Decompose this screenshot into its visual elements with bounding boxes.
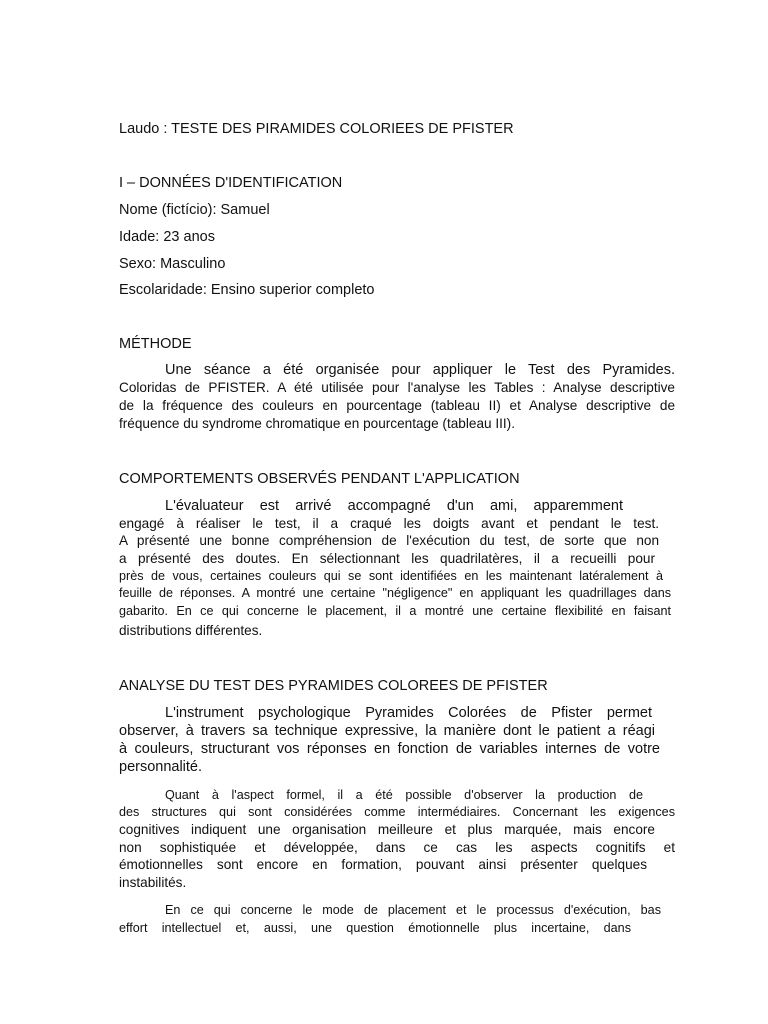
methode-line: de la fréquence des couleurs en pourcentage (tableau II) et Analyse descriptive de [119, 398, 675, 413]
comportements-line: gabarito. En ce qui concerne le placement, il a montré une certaine flexibilité en faisant [119, 604, 671, 618]
analyse-p3-line: En ce qui concerne le mode de placement et le processus d'exécution, bas [165, 903, 661, 917]
analyse-p2-line: émotionnelles sont encore en formation, pouvant ainsi présenter quelques [119, 857, 647, 872]
analyse-p3-line: effort intellectuel et, aussi, une question émotionnelle plus incertaine, dans [119, 921, 631, 935]
comportements-line: près de vous, certaines couleurs qui se sont identifiées en les maintenant latéralement à [119, 569, 663, 583]
comportements-line: feuille de réponses. A montré une certaine "négligence" en appliquant les quadrillages dans [119, 586, 671, 600]
identification-name: Nome (fictício): Samuel [119, 202, 270, 218]
analyse-p2-line: Quant à l'aspect formel, il a été possible d'observer la production de [165, 788, 643, 802]
comportements-line: distributions différentes. [119, 623, 263, 638]
comportements-line: engagé à réaliser le test, il a craqué les doigts avant et pendant le test. [119, 516, 659, 531]
analyse-p2-line: cognitives indiquent une organisation meilleure et plus marquée, mais encore [119, 822, 655, 837]
section-heading-analyse: ANALYSE DU TEST DES PYRAMIDES COLOREES DE PFISTER [119, 678, 548, 694]
analyse-p2-line: instabilités. [119, 875, 187, 890]
identification-schooling: Escolaridade: Ensino superior completo [119, 282, 375, 298]
methode-line: Une séance a été organisée pour appliquer le Test des Pyramides. [165, 362, 675, 378]
document-title: Laudo : TESTE DES PIRAMIDES COLORIEES DE PFISTER [119, 121, 514, 137]
analyse-p2-line: non sophistiquée et développée, dans ce cas les aspects cognitifs et [119, 840, 675, 855]
methode-line: Coloridas de PFISTER. A été utilisée pour l'analyse les Tables : Analyse descriptive [119, 380, 675, 395]
comportements-line: a présenté des doutes. En sélectionnant les quadrilatères, il a recueilli pour [119, 551, 655, 566]
analyse-p1-line: personnalité. [119, 759, 203, 775]
comportements-line: A présenté une bonne compréhension de l'exécution du test, de sorte que non [119, 533, 659, 548]
analyse-p1-line: observer, à travers sa technique expressive, la manière dont le patient a réagi [119, 723, 655, 739]
section-heading-comportements: COMPORTEMENTS OBSERVÉS PENDANT L'APPLICATION [119, 471, 520, 487]
identification-age: Idade: 23 anos [119, 229, 215, 245]
analyse-p1-line: à couleurs, structurant vos réponses en fonction de variables internes de votre [119, 741, 660, 757]
identification-sex: Sexo: Masculino [119, 256, 226, 272]
section-heading-methode: MÉTHODE [119, 336, 192, 352]
analyse-p1-line: L'instrument psychologique Pyramides Colorées de Pfister permet [165, 705, 652, 721]
section-heading-identification: I – DONNÉES D'IDENTIFICATION [119, 175, 343, 191]
methode-line: fréquence du syndrome chromatique en pourcentage (tableau III). [119, 416, 515, 431]
comportements-line: L'évaluateur est arrivé accompagné d'un ami, apparemment [165, 498, 623, 514]
analyse-p2-line: des structures qui sont considérées comme intermédiaires. Concernant les exigences [119, 805, 675, 819]
